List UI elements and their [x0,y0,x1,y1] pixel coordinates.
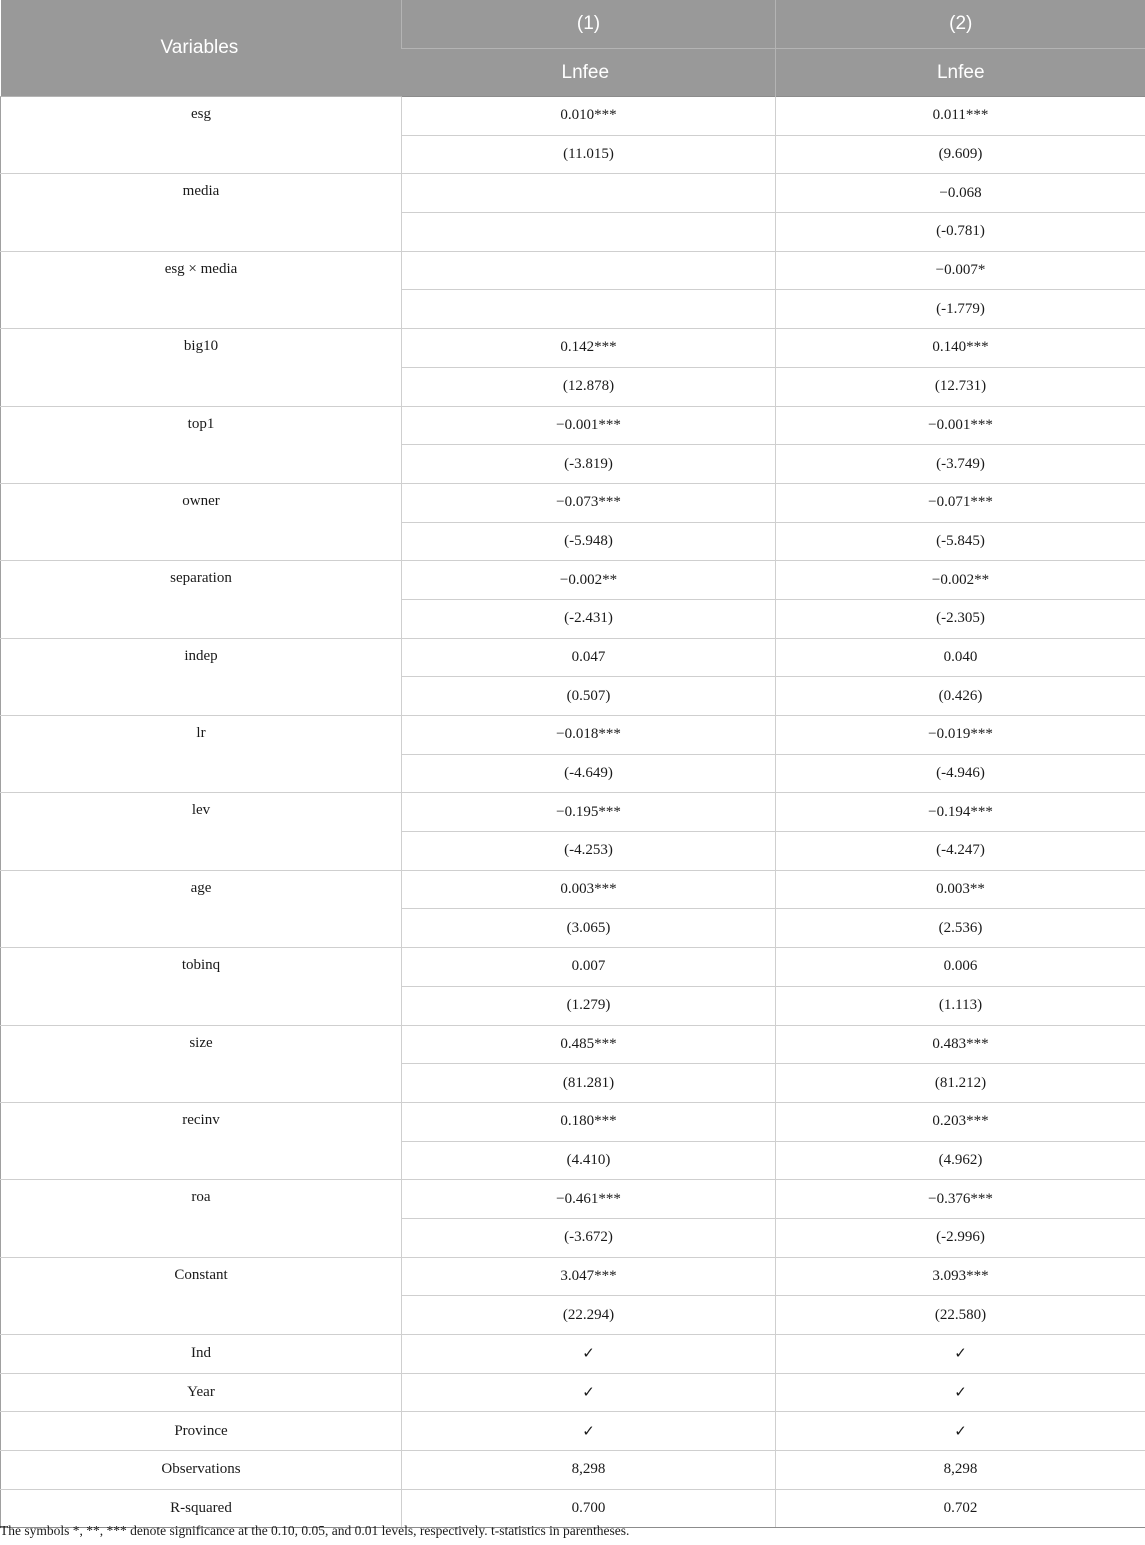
control-col1: 0.700 [402,1489,776,1528]
header-variables: Variables [1,0,402,97]
control-col2: ✓ [776,1373,1145,1412]
coefficient-col2: 0.140*** [776,329,1145,368]
t-statistic-col2: (-4.247) [776,832,1145,871]
coefficient-col2: 0.483*** [776,1025,1145,1064]
control-row [1,1451,1145,1490]
header-col2-number: (2) [776,0,1145,49]
coefficient-row [1,329,1145,368]
control-col2: ✓ [776,1335,1145,1374]
t-statistic-col1 [402,213,776,252]
coefficient-col2: 0.203*** [776,1102,1145,1141]
variable-name: separation [1,561,402,638]
control-row [1,1412,1145,1451]
variable-name: lev [1,793,402,870]
variable-name: media [1,174,402,251]
coefficient-col1: −0.073*** [402,483,776,522]
variable-name: top1 [1,406,402,483]
t-statistic-col2: (-1.779) [776,290,1145,329]
t-statistic-col2: (9.609) [776,135,1145,174]
variable-name: esg [1,97,402,174]
t-statistic-col1: (3.065) [402,909,776,948]
coefficient-col2: −0.019*** [776,716,1145,755]
t-statistic-col1: (12.878) [402,367,776,406]
control-col1: ✓ [402,1373,776,1412]
coefficient-row [1,1180,1145,1219]
t-statistic-col1: (11.015) [402,135,776,174]
variable-name: age [1,870,402,947]
coefficient-col1: 3.047*** [402,1257,776,1296]
coefficient-col2: −0.001*** [776,406,1145,445]
variable-name: big10 [1,329,402,406]
coefficient-col2: −0.068 [776,174,1145,213]
control-name: Observations [1,1451,402,1490]
variable-name: size [1,1025,402,1102]
t-statistic-col2: (22.580) [776,1296,1145,1335]
t-statistic-col2: (4.962) [776,1141,1145,1180]
coefficient-col1: 0.003*** [402,870,776,909]
t-statistic-col1: (-4.253) [402,832,776,871]
variable-name: Constant [1,1257,402,1334]
t-statistic-col1: (-3.819) [402,445,776,484]
coefficient-col2: −0.007* [776,251,1145,290]
t-statistic-col2: (12.731) [776,367,1145,406]
coefficient-col2: 0.011*** [776,97,1145,136]
t-statistic-col1: (22.294) [402,1296,776,1335]
coefficient-col1 [402,174,776,213]
coefficient-row [1,870,1145,909]
coefficient-row [1,483,1145,522]
control-name: R-squared [1,1489,402,1528]
table-body [1,97,1145,1528]
header-col1-dependent: Lnfee [402,49,776,97]
variable-name: indep [1,638,402,715]
coefficient-col1: 0.180*** [402,1102,776,1141]
coefficient-row [1,97,1145,136]
t-statistic-col1 [402,290,776,329]
control-name: Ind [1,1335,402,1374]
control-col1: ✓ [402,1412,776,1451]
coefficient-col2: −0.376*** [776,1180,1145,1219]
t-statistic-col2: (0.426) [776,677,1145,716]
coefficient-col2: 0.040 [776,638,1145,677]
table-footnote: The symbols *, **, *** denote significance at the 0.10, 0.05, and 0.01 levels, respectively. t-statistics in parentheses. [0,1523,630,1538]
header-col1-number: (1) [402,0,776,49]
coefficient-row [1,1102,1145,1141]
coefficient-row [1,174,1145,213]
control-col2: 8,298 [776,1451,1145,1490]
coefficient-col1: −0.002** [402,561,776,600]
control-row [1,1373,1145,1412]
coefficient-col2: −0.194*** [776,793,1145,832]
t-statistic-col2: (-0.781) [776,213,1145,252]
t-statistic-col1: (-3.672) [402,1218,776,1257]
variable-name: tobinq [1,948,402,1025]
coefficient-col2: 3.093*** [776,1257,1145,1296]
coefficient-col2: −0.071*** [776,483,1145,522]
t-statistic-col2: (-2.305) [776,599,1145,638]
coefficient-col1: −0.018*** [402,716,776,755]
variable-name: roa [1,1180,402,1257]
t-statistic-col1: (-5.948) [402,522,776,561]
coefficient-row [1,793,1145,832]
control-col1: ✓ [402,1335,776,1374]
t-statistic-col2: (-4.946) [776,754,1145,793]
control-name: Province [1,1412,402,1451]
t-statistic-col2: (2.536) [776,909,1145,948]
coefficient-row [1,638,1145,677]
control-col2: 0.702 [776,1489,1145,1528]
t-statistic-col1: (4.410) [402,1141,776,1180]
t-statistic-col1: (1.279) [402,986,776,1025]
coefficient-col2: 0.006 [776,948,1145,987]
t-statistic-col2: (-2.996) [776,1218,1145,1257]
coefficient-col2: −0.002** [776,561,1145,600]
t-statistic-col2: (1.113) [776,986,1145,1025]
variable-name: esg × media [1,251,402,328]
control-col1: 8,298 [402,1451,776,1490]
coefficient-col1: 0.485*** [402,1025,776,1064]
t-statistic-col2: (-5.845) [776,522,1145,561]
t-statistic-col2: (81.212) [776,1064,1145,1103]
coefficient-row [1,948,1145,987]
control-col2: ✓ [776,1412,1145,1451]
coefficient-col1: −0.195*** [402,793,776,832]
coefficient-col1: 0.047 [402,638,776,677]
coefficient-col1: 0.007 [402,948,776,987]
coefficient-row [1,406,1145,445]
table-header [1,0,1145,97]
coefficient-row [1,1025,1145,1064]
t-statistic-col1: (81.281) [402,1064,776,1103]
t-statistic-col1: (-2.431) [402,599,776,638]
coefficient-col2: 0.003** [776,870,1145,909]
variable-name: owner [1,483,402,560]
control-name: Year [1,1373,402,1412]
coefficient-col1 [402,251,776,290]
coefficient-col1: −0.461*** [402,1180,776,1219]
coefficient-col1: 0.142*** [402,329,776,368]
control-row [1,1335,1145,1374]
t-statistic-col2: (-3.749) [776,445,1145,484]
t-statistic-col1: (0.507) [402,677,776,716]
variable-name: recinv [1,1102,402,1179]
coefficient-col1: −0.001*** [402,406,776,445]
t-statistic-col1: (-4.649) [402,754,776,793]
header-col2-dependent: Lnfee [776,49,1145,97]
coefficient-row [1,561,1145,600]
coefficient-col1: 0.010*** [402,97,776,136]
coefficient-row [1,716,1145,755]
coefficient-row [1,251,1145,290]
variable-name: lr [1,716,402,793]
coefficient-row [1,1257,1145,1296]
